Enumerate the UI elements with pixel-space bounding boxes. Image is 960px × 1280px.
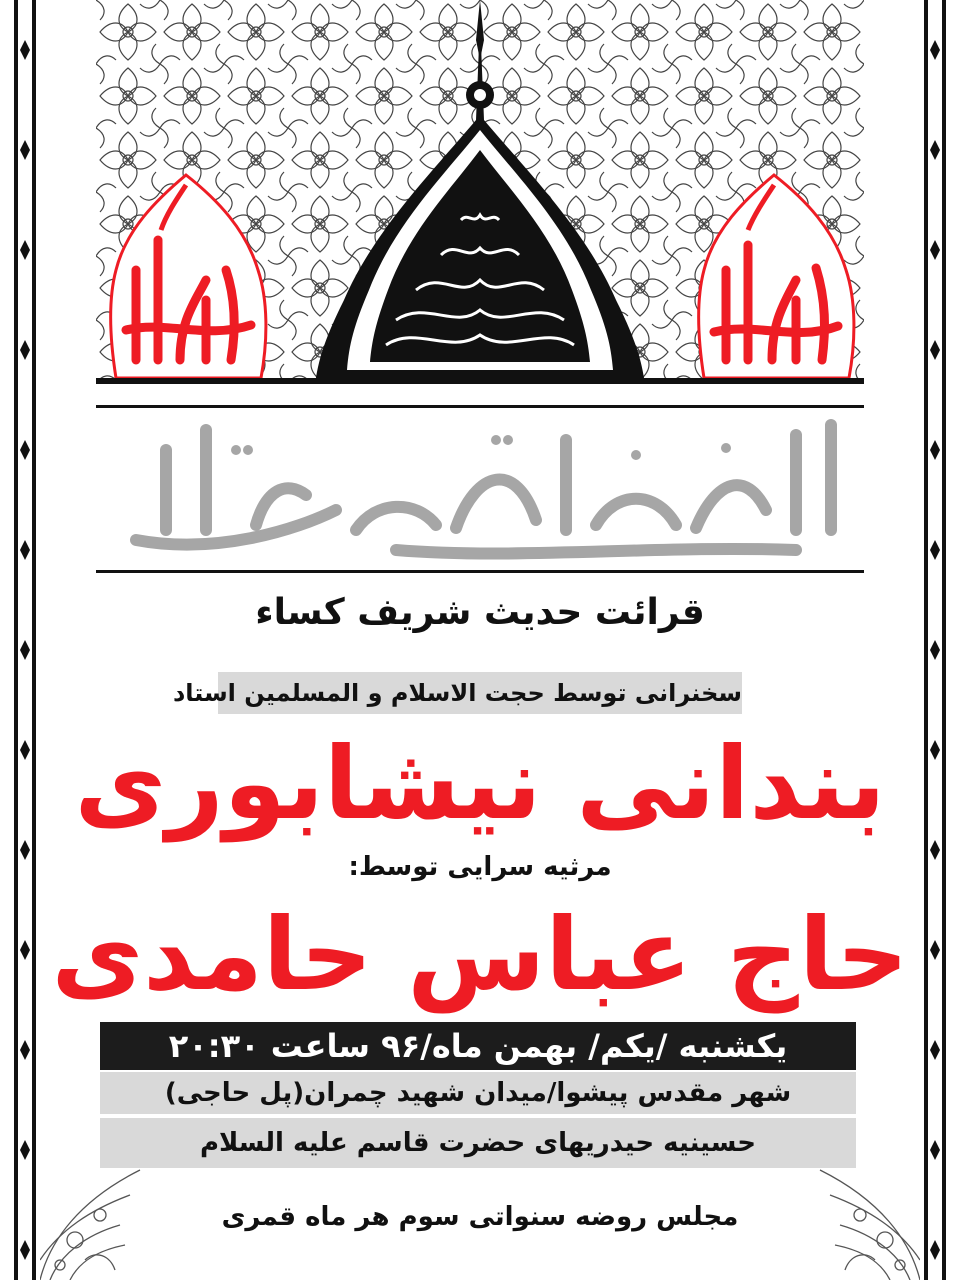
- footer-note: مجلس روضه سنواتی سوم هر ماه قمری: [221, 1202, 739, 1232]
- header-ornament: [96, 0, 864, 395]
- speaker-intro: سخنرانی توسط حجت الاسلام و المسلمین استاد: [218, 672, 742, 714]
- eulogy-intro: مرثیه سرایی توسط:: [348, 852, 612, 882]
- event-venue: حسینیه حیدریهای حضرت قاسم علیه السلام: [100, 1118, 856, 1168]
- speaker-name: بندانی نیشابوری: [74, 725, 886, 842]
- top-divider: [96, 405, 864, 408]
- event-title: قرائت حدیث شریف کساء: [255, 592, 705, 633]
- left-border: [14, 0, 36, 1280]
- right-border: [924, 0, 946, 1280]
- grey-calligraphy: [96, 410, 864, 568]
- event-datetime: یکشنبه /یکم/ بهمن ماه/۹۶ ساعت ۲۰:۳۰: [100, 1022, 856, 1070]
- grey-calligraphy-text: فاطمیه خط مقدم ماست: [474, 560, 486, 561]
- bottom-divider: [96, 570, 864, 573]
- right-border-pattern-icon: [928, 0, 942, 1280]
- eulogist-name: حاج عباس حامدی: [51, 896, 909, 1013]
- corner-ornament-right-icon: [810, 1130, 920, 1280]
- left-border-pattern-icon: [18, 0, 32, 1280]
- corner-ornament-left-icon: [40, 1130, 150, 1280]
- event-address: شهر مقدس پیشوا/میدان شهید چمران(پل حاجی): [100, 1072, 856, 1114]
